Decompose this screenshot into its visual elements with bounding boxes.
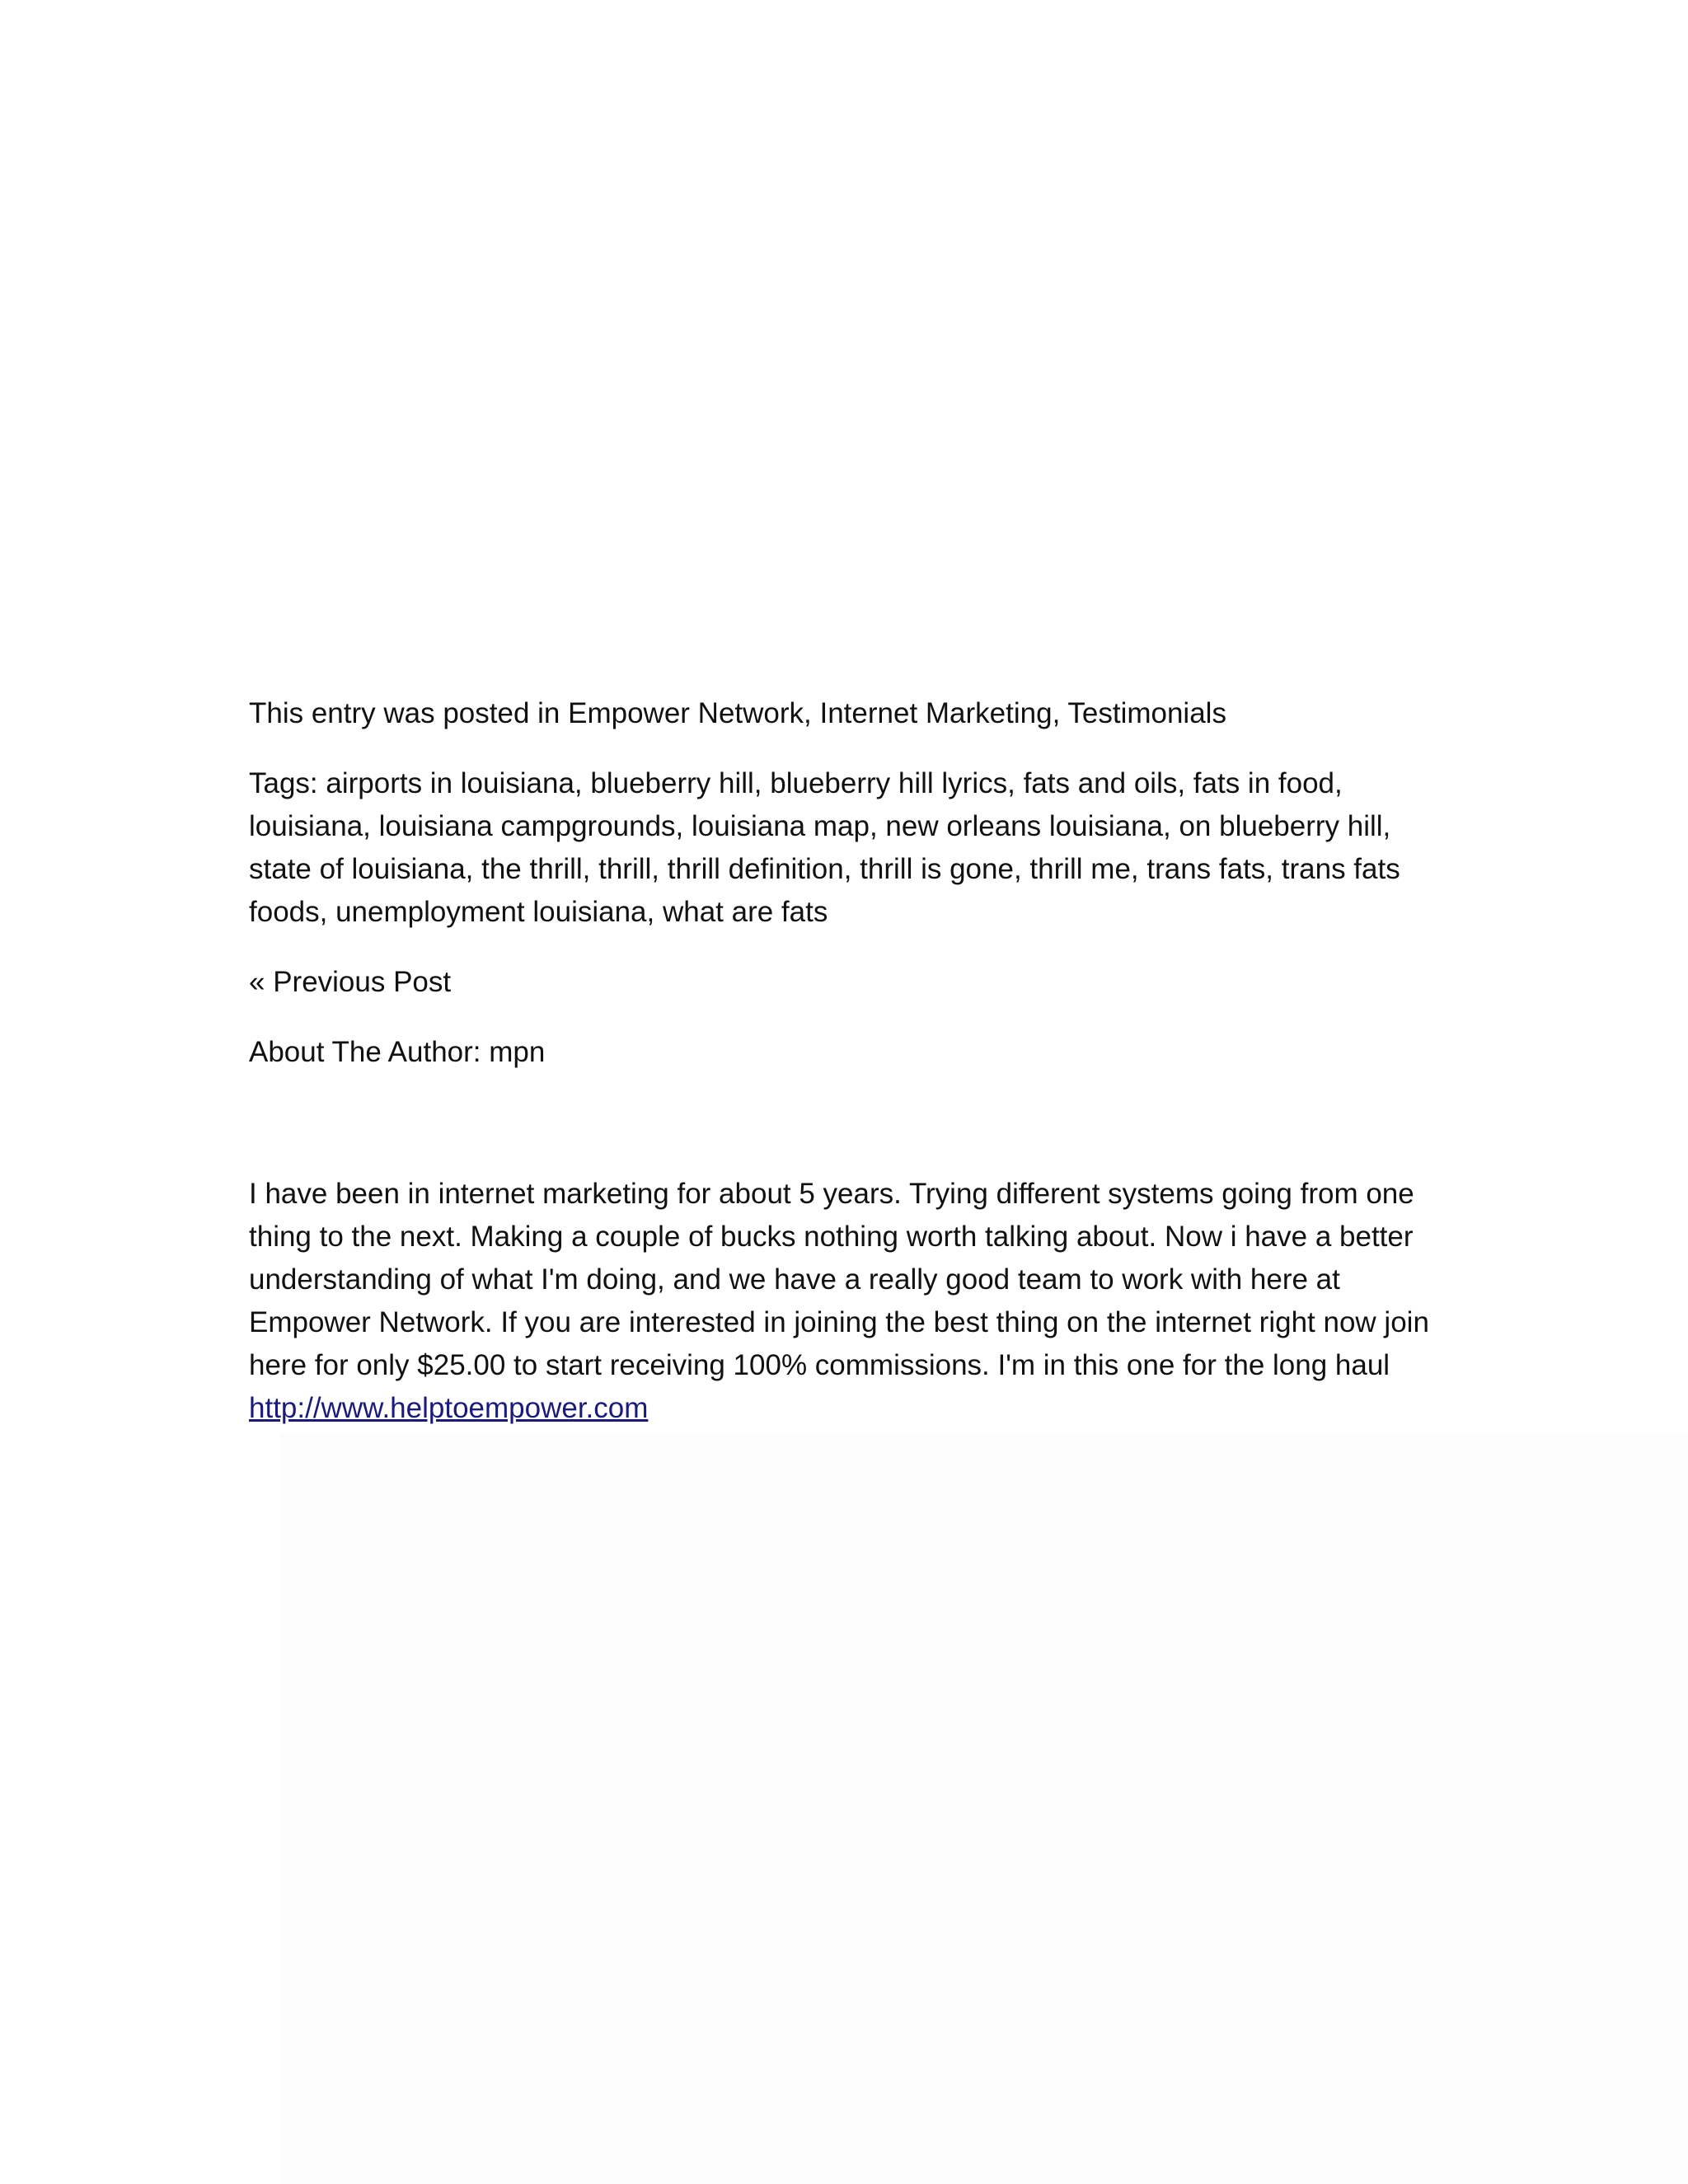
author-bio-text: I have been in internet marketing for about 5 years. Trying different systems going from one thing to the next. Making a couple of bucks nothing worth talking about. Now i have a better understanding of what I'm doing, and we have a really good team to work with here at Empower Network. If you are interested in joining the best thing on the internet right now join here for only $25.00 to start receiving 100% commissions. I'm in this one for the long haul	[249, 1178, 1429, 1381]
tags-line: Tags: airports in louisiana, blueberry hill, blueberry hill lyrics, fats and oils, fats in food, louisiana, louisiana campgrounds, louisiana map, new orleans louisiana, on blueberry hill, state of louisiana, the thrill, thrill, thrill definition, thrill is gone, thrill me, trans fats, trans fats foods, unemployment louisiana, what are fats	[249, 767, 1400, 928]
posted-in-line: This entry was posted in Empower Network, Internet Marketing, Testimonials	[249, 697, 1226, 729]
previous-post-link[interactable]: « Previous Post	[249, 966, 452, 998]
post-footer	[249, 692, 1452, 1430]
author-bio	[249, 1173, 1452, 1430]
page-background-shade	[280, 1434, 1688, 2184]
author-website-link[interactable]: http://www.helptoempower.com	[249, 1392, 649, 1424]
author-heading: About The Author: mpn	[249, 1036, 546, 1068]
